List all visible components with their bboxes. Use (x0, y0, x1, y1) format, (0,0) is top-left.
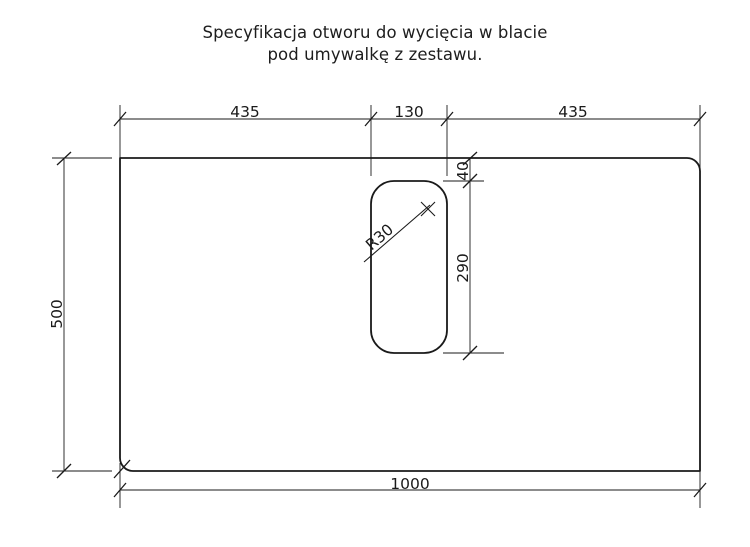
page-title-line-1: Specyfikacja otworu do wycięcia w blacie (202, 23, 548, 42)
page-title-line-2: pod umywalkę z zestawu. (267, 45, 483, 64)
dim-text-left-total: 500 (48, 299, 66, 329)
dim-text-top-left: 435 (230, 103, 260, 121)
cutout-shape (371, 181, 447, 353)
dim-text-radius: R30 (362, 220, 398, 255)
dim-text-top-right: 435 (558, 103, 588, 121)
countertop-outline (120, 158, 700, 471)
dim-text-top-middle: 130 (394, 103, 424, 121)
dim-text-right-cutout: 290 (454, 253, 472, 283)
dim-text-bottom-total: 1000 (390, 475, 430, 493)
dim-text-right-top: 40 (454, 161, 472, 181)
